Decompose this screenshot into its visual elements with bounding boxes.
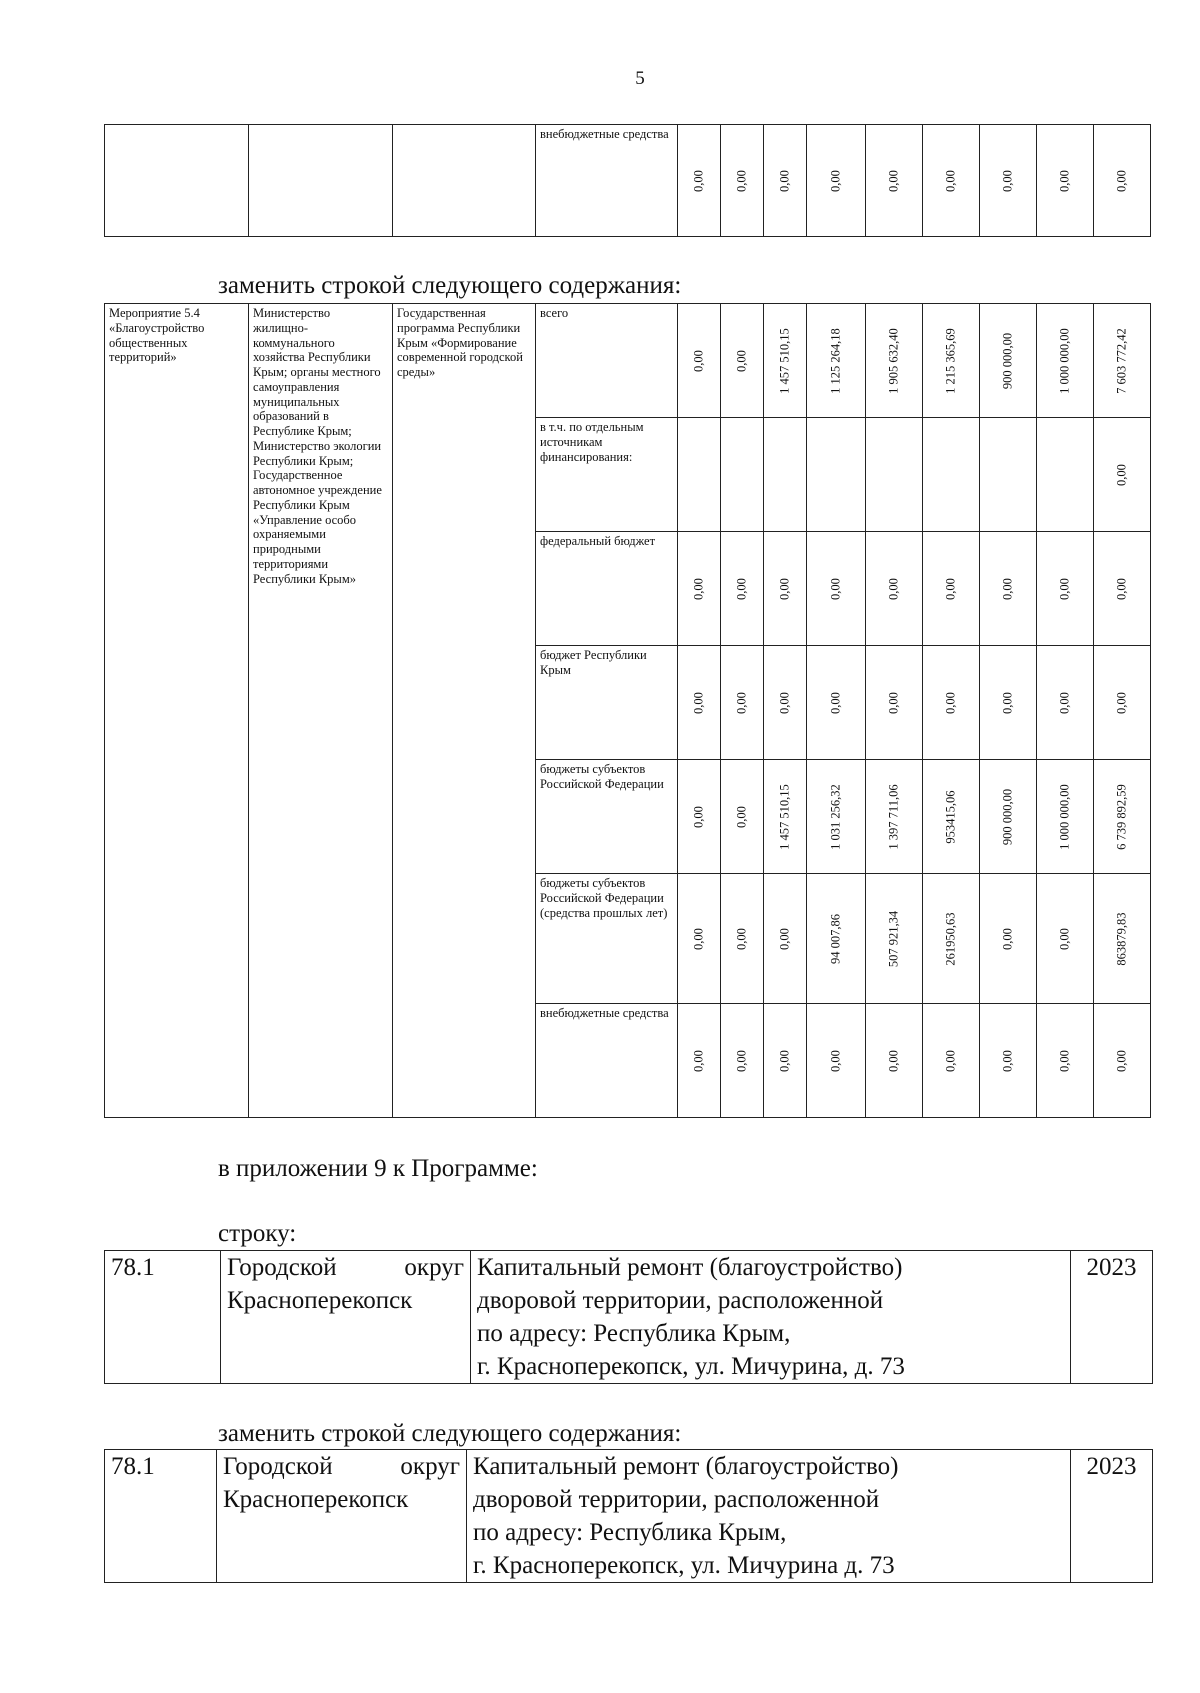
funding-source: всего xyxy=(536,304,678,418)
value-cell xyxy=(1037,418,1094,532)
value-cell: 0,00 xyxy=(1037,125,1094,237)
value-cell: 0,00 xyxy=(980,874,1037,1004)
value-cell: 0,00 xyxy=(1094,1004,1151,1118)
value-cell: 0,00 xyxy=(807,1004,866,1118)
district-line: Красноперекопск xyxy=(223,1486,409,1513)
value-cell: 0,00 xyxy=(1037,1004,1094,1118)
value-cell: 0,00 xyxy=(678,760,721,874)
value-cell xyxy=(721,418,764,532)
value-cell: 0,00 xyxy=(807,646,866,760)
funding-source: бюджеты субъектов Российской Федерации (средства прошлых лет) xyxy=(536,874,678,1004)
value-cell: 0,00 xyxy=(923,532,980,646)
value-cell: 7 603 772,42 xyxy=(1094,304,1151,418)
value-cell: 0,00 xyxy=(721,304,764,418)
value-cell: 1 000 000,00 xyxy=(1037,760,1094,874)
value-cell: 6 739 892,59 xyxy=(1094,760,1151,874)
value-cell: 0,00 xyxy=(980,125,1037,237)
value-cell: 0,00 xyxy=(678,304,721,418)
funding-source: в т.ч. по отдельным источникам финансирования: xyxy=(536,418,678,532)
value-cell: 0,00 xyxy=(866,125,923,237)
value-cell: 0,00 xyxy=(807,532,866,646)
executor-cell: Министерство жилищно-коммунального хозяйства Республики Крым; органы местного самоуправления муниципальных образований в Республике Крым; Министерство экологии Республики Крым; Государственное автономное учреждение Республики Крым «Управление особо охраняемыми природными территориями Республики Крым» xyxy=(249,304,393,1118)
replace-heading-1: заменить строкой следующего содержания: xyxy=(218,272,682,299)
description-line: Капитальный ремонт (благоустройство) xyxy=(473,1453,899,1480)
value-cell xyxy=(923,418,980,532)
appendix-line: в приложении 9 к Программе: xyxy=(218,1155,538,1182)
row-label: строку: xyxy=(218,1220,297,1247)
description-line: дворовой территории, расположенной xyxy=(477,1287,884,1314)
value-cell: 863879,83 xyxy=(1094,874,1151,1004)
value-cell: 94 007,86 xyxy=(807,874,866,1004)
value-cell: 0,00 xyxy=(721,125,764,237)
value-cell xyxy=(866,418,923,532)
page-number: 5 xyxy=(635,68,645,89)
value-cell: 0,00 xyxy=(1094,532,1151,646)
event-cell: Мероприятие 5.4 «Благоустройство общественных территорий» xyxy=(105,304,249,1118)
value-cell xyxy=(980,418,1037,532)
value-cell: 0,00 xyxy=(764,1004,807,1118)
value-cell: 1 125 264,18 xyxy=(807,304,866,418)
description-line: Капитальный ремонт (благоустройство) xyxy=(477,1254,903,1281)
value-cell: 0,00 xyxy=(1037,532,1094,646)
value-cell: 1 397 711,06 xyxy=(866,760,923,874)
description-cell xyxy=(471,1251,1071,1384)
value-cell: 0,00 xyxy=(678,874,721,1004)
funding-source: бюджет Республики Крым xyxy=(536,646,678,760)
value-cell: 1 457 510,15 xyxy=(764,304,807,418)
value-cell: 0,00 xyxy=(980,532,1037,646)
description-line: по адресу: Республика Крым, xyxy=(473,1519,787,1546)
value-cell xyxy=(807,418,866,532)
funding-source: внебюджетные средства xyxy=(536,1004,678,1118)
value-cell: 507 921,34 xyxy=(866,874,923,1004)
description-line: г. Красноперекопск, ул. Мичурина, д. 73 xyxy=(477,1353,905,1380)
value-cell: 0,00 xyxy=(1037,874,1094,1004)
program-cell: Государственная программа Республики Крым «Формирование современной городской среды» xyxy=(393,304,536,1118)
district-cell xyxy=(221,1251,471,1384)
description-cell xyxy=(467,1450,1071,1583)
value-cell: 1 215 365,69 xyxy=(923,304,980,418)
value-cell: 0,00 xyxy=(764,874,807,1004)
value-cell: 900 000,00 xyxy=(980,304,1037,418)
description-line: по адресу: Республика Крым, xyxy=(477,1320,791,1347)
old-row-table xyxy=(104,1250,1153,1384)
value-cell: 0,00 xyxy=(923,1004,980,1118)
value-cell: 0,00 xyxy=(1094,646,1151,760)
new-row-table xyxy=(104,1449,1153,1583)
main-table xyxy=(104,303,1151,1118)
funding-source: бюджеты субъектов Российской Федерации xyxy=(536,760,678,874)
value-cell: 0,00 xyxy=(721,874,764,1004)
value-cell: 0,00 xyxy=(1094,125,1151,237)
value-cell: 0,00 xyxy=(721,760,764,874)
funding-source: внебюджетные средства xyxy=(536,125,678,237)
value-cell: 0,00 xyxy=(678,532,721,646)
value-cell: 900 000,00 xyxy=(980,760,1037,874)
value-cell: 0,00 xyxy=(721,1004,764,1118)
year-cell: 2023 xyxy=(1071,1450,1153,1583)
district-cell xyxy=(217,1450,467,1583)
top-table xyxy=(104,124,1151,237)
value-cell: 1 905 632,40 xyxy=(866,304,923,418)
value-cell: 1 031 256,32 xyxy=(807,760,866,874)
table-row xyxy=(105,304,1151,418)
row-number: 78.1 xyxy=(105,1450,217,1583)
funding-source: федеральный бюджет xyxy=(536,532,678,646)
value-cell: 0,00 xyxy=(866,646,923,760)
description-line: дворовой территории, расположенной xyxy=(473,1486,880,1513)
value-cell: 0,00 xyxy=(721,532,764,646)
value-cell: 0,00 xyxy=(678,1004,721,1118)
value-cell: 0,00 xyxy=(678,125,721,237)
value-cell xyxy=(764,418,807,532)
value-cell: 0,00 xyxy=(980,1004,1037,1118)
value-cell: 0,00 xyxy=(721,646,764,760)
value-cell: 0,00 xyxy=(678,646,721,760)
empty-cell xyxy=(393,125,536,237)
value-cell: 0,00 xyxy=(1037,646,1094,760)
value-cell: 261950,63 xyxy=(923,874,980,1004)
value-cell: 0,00 xyxy=(764,532,807,646)
empty-cell xyxy=(249,125,393,237)
row-number: 78.1 xyxy=(105,1251,221,1384)
value-cell: 0,00 xyxy=(807,125,866,237)
value-cell: 0,00 xyxy=(764,125,807,237)
value-cell: 953415,06 xyxy=(923,760,980,874)
value-cell xyxy=(678,418,721,532)
value-cell: 0,00 xyxy=(980,646,1037,760)
value-cell: 0,00 xyxy=(764,646,807,760)
district-line: Красноперекопск xyxy=(227,1287,413,1314)
district-line: Городской округ xyxy=(227,1254,464,1281)
year-cell: 2023 xyxy=(1071,1251,1153,1384)
value-cell: 0,00 xyxy=(866,1004,923,1118)
value-cell: 0,00 xyxy=(923,125,980,237)
replace-heading-2: заменить строкой следующего содержания: xyxy=(218,1420,682,1447)
description-line: г. Красноперекопск, ул. Мичурина д. 73 xyxy=(473,1552,895,1579)
value-cell: 0,00 xyxy=(923,646,980,760)
district-line: Городской округ xyxy=(223,1453,460,1480)
empty-cell xyxy=(105,125,249,237)
value-cell: 0,00 xyxy=(1094,418,1151,532)
value-cell: 0,00 xyxy=(866,532,923,646)
value-cell: 1 457 510,15 xyxy=(764,760,807,874)
value-cell: 1 000 000,00 xyxy=(1037,304,1094,418)
